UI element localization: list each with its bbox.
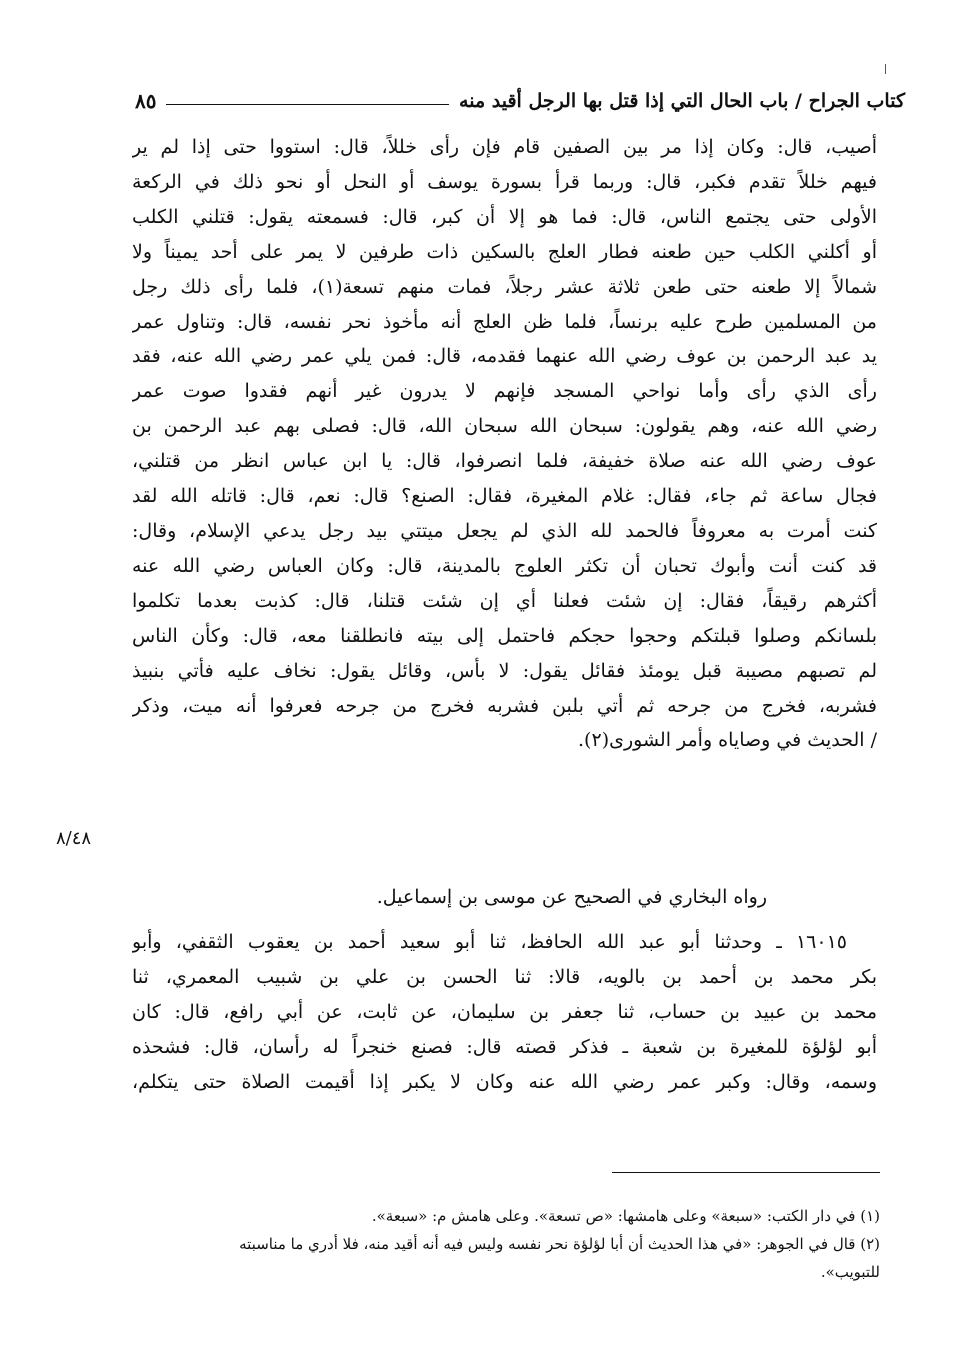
- text-line-last: / الحديث في وصاياه وأمر الشورى(٢).: [578, 729, 877, 752]
- hadith-line: بكر محمد بن أحمد بن بالويه، قالا: ثنا الحسن بن علي بن شبيب المعمري، ثنا: [132, 966, 877, 988]
- text-line: شمالاً إلا طعنه حتى طعن ثلاثة عشر رجلاً، فمات منهم تسعة(١)، فلما رأى ذلك رجل: [132, 275, 877, 298]
- text-line: فشربه، فخرج من جرحه ثم أتي بلبن فشربه فخرج من جرحه فعرفوا أنه ميت، وذكر: [132, 694, 877, 717]
- text-line: من المسلمين طرح عليه برنساً، فلما ظن العلج أنه مأخوذ نحر نفسه، قال: وتناول عمر: [132, 310, 877, 333]
- text-line: أو أكلني الكلب حين طعنه فطار العلج بالسكين ذات طرفين لا يمر على أحد يميناً ولا: [132, 240, 877, 263]
- hadith-paragraph: [132, 925, 877, 1100]
- text-line: رضي الله عنه، وهم يقولون: سبحان الله سبحان الله، قال: فصلى بهم عبد الرحمن بن: [132, 415, 877, 438]
- hadith-line: أبو لؤلؤة للمغيرة بن شعبة ـ فذكر قصته قال: فصنع خنجراً له رأسان، قال: فشحذه: [132, 1036, 877, 1058]
- footnote-1: (١) في دار الكتب: «سبعة» وعلى هامشها: «ص تسعة». وعلى هامش م: «سبعة».: [371, 1207, 880, 1225]
- page-number: ٨٥: [135, 89, 157, 113]
- text-line: أصيب، قال: وكان إذا مر بين الصفين قام فإن رأى خللاً، قال: استووا حتى إذا لم ير: [132, 136, 877, 158]
- footnote-2-continuation: للتبويب».: [820, 1263, 880, 1281]
- text-line: فيهم خللاً تقدم فكبر، قال: وربما قرأ بسورة يوسف أو النحل أو نحو ذلك في الركعة: [132, 170, 877, 193]
- running-header: [135, 84, 905, 118]
- header-title: كتاب الجراح / باب الحال التي إذا قتل بها الرجل أقيد منه: [459, 90, 905, 112]
- hadith-line: وسمه، وقال: وكبر عمر رضي الله عنه وكان لا يكبر إذا أقيمت الصلاة حتى يتكلم،: [132, 1071, 877, 1093]
- narration-text: رواه البخاري في الصحيح عن موسى بن إسماعيل.: [376, 886, 767, 908]
- text-line: قد كنت أنت وأبوك تحبان أن تكثر العلوج بالمدينة، قال: وكان العباس رضي الله عنه: [132, 554, 877, 577]
- hadith-line: محمد بن عبيد بن حساب، ثنا جعفر بن سليمان، عن ثابت، عن أبي رافع، قال: كان: [132, 1001, 877, 1023]
- footnotes-block: [132, 1202, 880, 1286]
- text-line: يد عبد الرحمن بن عوف رضي الله عنهما فقدمه، قال: فمن يلي عمر رضي الله عنه، فقد: [132, 345, 877, 368]
- margin-reference: ٨/٤٨: [56, 828, 92, 849]
- text-line: أكثرهم رقيقاً، فقال: إن شئت فعلنا أي إن شئت قتلنا، قال: كذبت بعدما تكلموا: [132, 589, 877, 612]
- text-line: لم تصبهم مصيبة قبل يومئذ فقائل يقول: لا بأس، وقائل يقول: نخاف عليه فأتي بنبيذ: [132, 659, 877, 682]
- text-line: فجال ساعة ثم جاء، فقال: غلام المغيرة، فقال: الصنع؟ قال: نعم، قال: قاتله الله لقد: [132, 485, 877, 508]
- text-line: الأولى حتى يجتمع الناس، قال: فما هو إلا أن كبر، قال: فسمعته يقول: قتلني الكلب: [132, 205, 877, 228]
- narration-paragraph: [132, 880, 877, 914]
- text-line: رأى الذي رأى وأما نواحي المسجد فإنهم لا يدرون غير أنهم فقدوا صوت عمر: [132, 380, 877, 403]
- text-line: بلسانكم وصلوا قبلتكم وحجوا حجكم فاحتمل إلى بيته فانطلقنا معه، قال: وكأن الناس: [132, 624, 877, 647]
- text-line: عوف رضي الله عنه صلاة خفيفة، فلما انصرفوا، قال: يا ابن عباس انظر من قتلني،: [132, 450, 877, 473]
- text-line: كنت أمرت به معروفاً فالحمد لله الذي لم يجعل ميتتي بيد رجل يدعي الإسلام، وقال:: [132, 519, 877, 542]
- main-text-block: [132, 130, 877, 758]
- footnote-separator: [612, 1172, 880, 1173]
- hadith-line: ١٦٠١٥ ـ وحدثنا أبو عبد الله الحافظ، ثنا أبو سعيد أحمد بن يعقوب الثقفي، وأبو: [132, 931, 847, 953]
- footnote-2: (٢) قال في الجوهر: «في هذا الحديث أن أبا لؤلؤة نحر نفسه وليس فيه أنه أقيد منه، فلا أدري ما مناسبته: [239, 1235, 880, 1253]
- corner-mark: [885, 64, 886, 74]
- header-rule: [166, 104, 449, 105]
